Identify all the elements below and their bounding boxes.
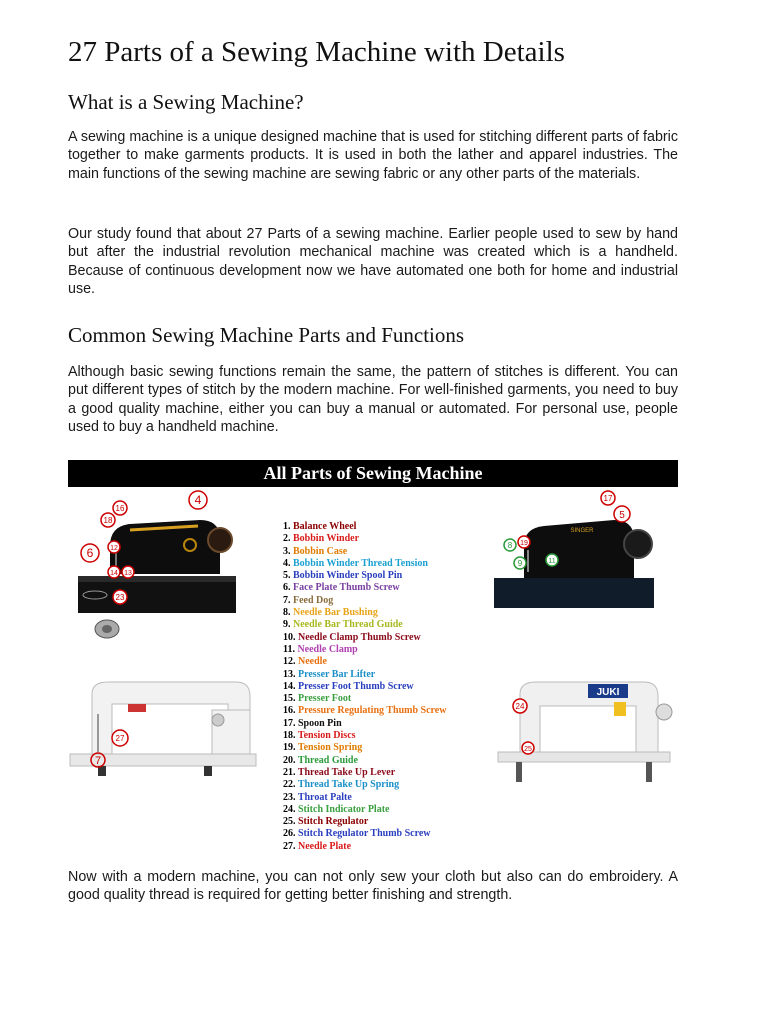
parts-list-item: [283, 792, 446, 804]
singer-brand-text: SINGER: [570, 528, 594, 534]
parts-list-item: [283, 533, 446, 545]
part-name: Needle Clamp: [297, 643, 358, 655]
part-number: 19.: [283, 742, 296, 754]
part-name: Needle Bar Bushing: [293, 607, 378, 619]
parts-list: [283, 521, 446, 853]
page-title: 27 Parts of a Sewing Machine with Details: [68, 36, 565, 68]
part-name: Tension Discs: [297, 730, 356, 742]
part-name: Needle Clamp Thumb Screw: [298, 631, 421, 643]
parts-list-item: [283, 767, 446, 779]
part-name: Stitch Regulator Thumb Screw: [298, 828, 431, 840]
parts-list-item: [283, 644, 446, 656]
part-number: 21.: [283, 766, 296, 778]
part-number: 18.: [283, 730, 296, 742]
callout-27: 27: [115, 734, 125, 743]
part-number: 6.: [283, 582, 291, 594]
part-number: 3.: [283, 545, 291, 557]
parts-list-item: [283, 730, 446, 742]
parts-list-item: [283, 521, 446, 533]
parts-list-item: [283, 755, 446, 767]
figure-header: [68, 460, 678, 487]
callout-23: 23: [115, 593, 125, 602]
part-number: 12.: [283, 656, 296, 668]
machine-juki-image: [496, 672, 674, 790]
part-name: Tension Spring: [297, 742, 363, 754]
part-name: Bobbin Case: [293, 545, 348, 557]
callout-18: 18: [103, 516, 113, 525]
parts-list-item: [283, 718, 446, 730]
part-number: 4.: [283, 557, 291, 569]
parts-list-item: [283, 804, 446, 816]
parts-list-item: [283, 779, 446, 791]
callout-25: 25: [524, 746, 532, 753]
callout-24: 24: [515, 702, 525, 711]
callout-4: 4: [194, 493, 202, 507]
callout-7: 7: [94, 755, 102, 767]
juki-brand-text: JUKI: [596, 687, 620, 698]
callout-11: 11: [548, 558, 556, 565]
part-name: Presser Foot Thumb Screw: [298, 680, 414, 692]
parts-list-item: [283, 546, 446, 558]
callout-12: 12: [110, 545, 118, 552]
part-number: 1.: [283, 521, 291, 532]
callout-8: 8: [507, 541, 513, 550]
parts-list-item: [283, 582, 446, 594]
bobbin-case-image: [93, 618, 121, 640]
part-number: 13.: [283, 668, 296, 680]
part-number: 23.: [283, 791, 296, 803]
part-number: 24.: [283, 803, 296, 815]
parts-list-item: [283, 705, 446, 717]
part-number: 20.: [283, 754, 296, 766]
machine-white-left-image: [68, 674, 258, 794]
parts-list-item: [283, 841, 446, 853]
parts-list-item: [283, 816, 446, 828]
part-number: 5.: [283, 570, 291, 582]
part-name: Spoon Pin: [298, 717, 342, 729]
part-name: Thread Take Up Lever: [297, 766, 396, 778]
part-name: Needle Plate: [298, 840, 352, 852]
part-number: 14.: [283, 680, 296, 692]
callout-16: 16: [115, 504, 125, 513]
machine-black-left-image: [70, 490, 242, 615]
part-name: Thread Guide: [297, 754, 358, 766]
part-name: Throat Palte: [297, 791, 352, 803]
section-heading-parts: Common Sewing Machine Parts and Functions: [68, 323, 465, 347]
part-name: Presser Bar Lifter: [298, 668, 376, 680]
paragraph-intro: A sewing machine is a unique designed machine that is used for stitching different parts of fabric together to make garments products. It is used in both the lather and apparel industries. The main functions of the sewing machine are sewing fabric or any other parts of the materials.: [68, 129, 678, 182]
part-name: Face Plate Thumb Screw: [293, 582, 400, 594]
part-number: 16.: [283, 705, 296, 717]
part-name: Needle Bar Thread Guide: [293, 619, 403, 631]
part-name: Pressure Regulating Thumb Screw: [298, 705, 447, 717]
part-number: 15.: [283, 693, 296, 705]
part-number: 2.: [283, 533, 291, 545]
parts-list-item: [283, 570, 446, 582]
parts-list-item: [283, 742, 446, 754]
part-number: 27.: [283, 840, 296, 852]
part-number: 9.: [283, 619, 291, 631]
parts-list-item: [283, 607, 446, 619]
part-number: 10.: [283, 631, 296, 643]
part-number: 8.: [283, 607, 291, 619]
callout-9: 9: [517, 559, 523, 568]
paragraph-closing: Now with a modern machine, you can not only sew your cloth but also can do embroidery. A good quality thread is required for getting better finishing and strength.: [68, 869, 678, 904]
parts-list-item: [283, 558, 446, 570]
part-name: Feed Dog: [293, 594, 334, 606]
callout-14: 14: [110, 570, 118, 577]
callout-5: 5: [619, 510, 625, 521]
part-name: Stitch Indicator Plate: [298, 803, 390, 815]
part-number: 11.: [283, 643, 295, 655]
part-number: 25.: [283, 816, 296, 828]
part-number: 7.: [283, 594, 291, 606]
part-name: Balance Wheel: [293, 521, 357, 532]
part-name: Thread Take Up Spring: [297, 779, 400, 791]
parts-list-item: [283, 656, 446, 668]
part-name: Bobbin Winder Thread Tension: [293, 557, 428, 569]
parts-list-item: [283, 669, 446, 681]
parts-list-item: [283, 632, 446, 644]
parts-list-item: [283, 595, 446, 607]
part-number: 17.: [283, 717, 296, 729]
parts-list-item: [283, 693, 446, 705]
parts-list-item: [283, 828, 446, 840]
parts-figure: [68, 460, 678, 860]
callout-17: 17: [603, 494, 613, 503]
machine-singer-image: [490, 488, 658, 610]
part-name: Bobbin Winder: [293, 533, 360, 545]
paragraph-study: Our study found that about 27 Parts of a sewing machine. Earlier people used to sew by hand but after the industrial revolution mechanical machine was created which is a handheld. Because of continuous development now we have automated one both for home and industrial use.: [68, 226, 678, 297]
part-number: 22.: [283, 779, 296, 791]
callout-13: 13: [124, 570, 132, 577]
part-number: 26.: [283, 828, 296, 840]
part-name: Bobbin Winder Spool Pin: [293, 570, 403, 582]
part-name: Stitch Regulator: [298, 816, 369, 828]
figure-title: All Parts of Sewing Machine: [263, 463, 483, 483]
callout-19: 19: [520, 540, 528, 547]
parts-list-item: [283, 681, 446, 693]
section-heading-what-is: What is a Sewing Machine?: [68, 90, 304, 114]
callout-6: 6: [86, 546, 94, 560]
parts-list-item: [283, 619, 446, 631]
part-name: Presser Foot: [298, 693, 352, 705]
part-name: Needle: [298, 656, 327, 668]
paragraph-functions: Although basic sewing functions remain the same, the pattern of stitches is different. You can put different types of stitch by the modern machine. For well-finished garments, you need to buy a good quality machine, either you can buy a manual or automated. For personal use, people used to buy a handheld machine.: [68, 364, 678, 435]
